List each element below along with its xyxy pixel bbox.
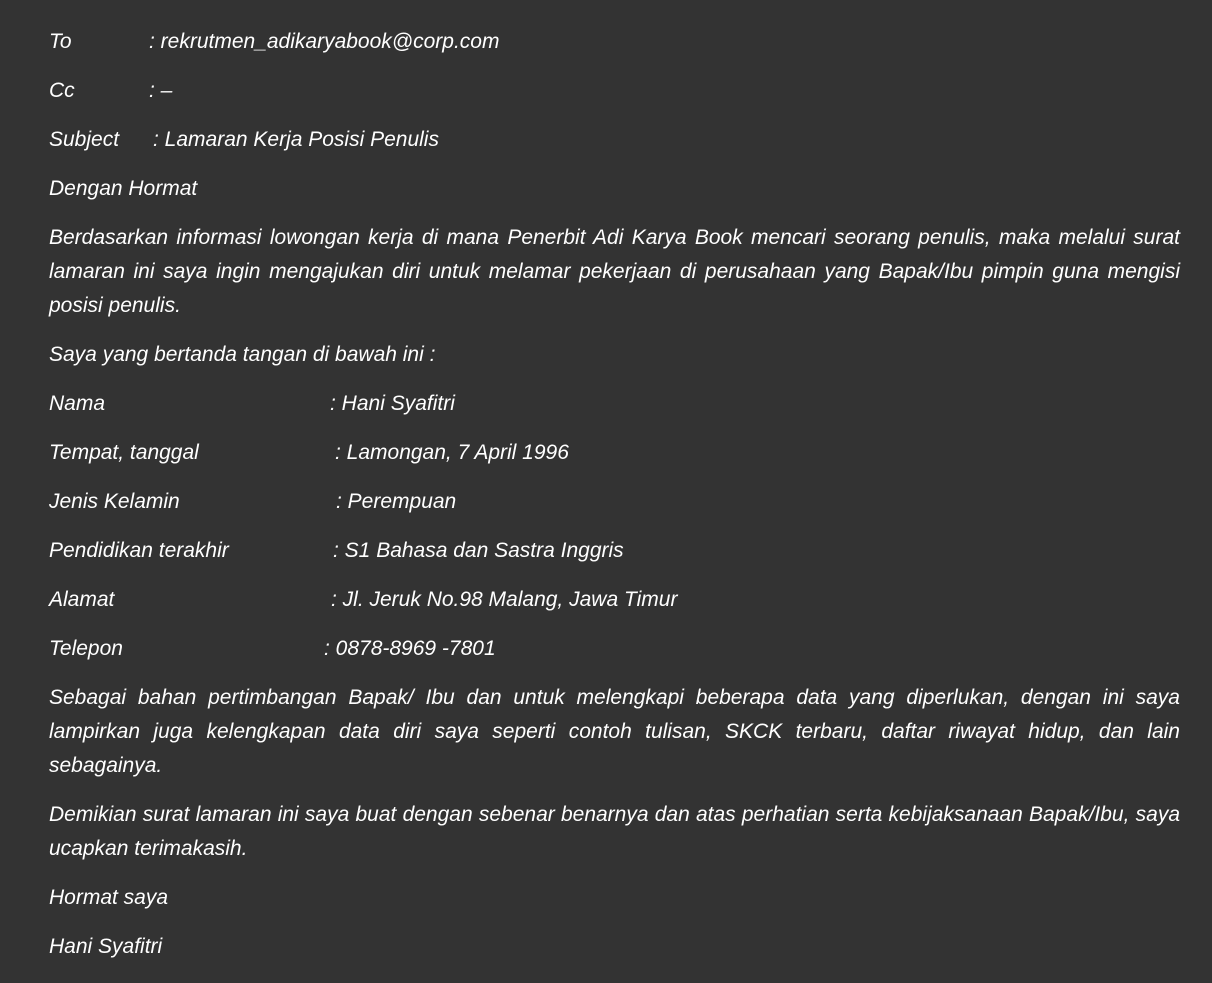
cc-value: : –	[149, 79, 173, 102]
to-row	[49, 28, 500, 56]
identity-value: : Perempuan	[336, 490, 457, 513]
cc-row	[49, 77, 173, 105]
identity-label: Pendidikan terakhir	[49, 539, 229, 562]
identity-row-name	[49, 390, 455, 418]
to-value: : rekrutmen_adikaryabook@corp.com	[149, 30, 500, 53]
identity-value: : 0878-8969 -7801	[324, 637, 496, 660]
attachments-paragraph: Sebagai bahan pertimbangan Bapak/ Ibu dan untuk melengkapi beberapa data yang diperlukan, dengan ini saya lampirkan juga kelengkapan data diri saya seperti contoh tulisan, SKCK terbaru, daftar riwayat hidup, dan lain sebagainya.	[49, 686, 1180, 777]
sign-off: Hormat saya	[49, 886, 169, 909]
identity-value: : Lamongan, 7 April 1996	[335, 441, 569, 464]
identity-value: : Hani Syafitri	[330, 392, 455, 415]
identity-intro: Saya yang bertanda tangan di bawah ini :	[49, 343, 436, 366]
identity-label: Telepon	[49, 637, 123, 660]
cc-label: Cc	[49, 79, 75, 102]
identity-value: : S1 Bahasa dan Sastra Inggris	[333, 539, 624, 562]
closing-paragraph: Demikian surat lamaran ini saya buat dengan sebenar benarnya dan atas perhatian serta kebijaksanaan Bapak/Ibu, saya ucapkan terimakasih.	[49, 803, 1180, 860]
salutation: Dengan Hormat	[49, 177, 198, 200]
intro-paragraph: Berdasarkan informasi lowongan kerja di mana Penerbit Adi Karya Book mencari seorang penulis, maka melalui surat lamaran ini saya ingin mengajukan diri untuk melamar pekerjaan di perusahaan yang Bapak/Ibu pimpin guna mengisi posisi penulis.	[49, 226, 1180, 317]
identity-row-phone	[49, 635, 496, 663]
identity-value: : Jl. Jeruk No.98 Malang, Jawa Timur	[331, 588, 678, 611]
identity-row-address	[49, 586, 678, 614]
identity-row-birth	[49, 439, 569, 467]
subject-row	[49, 126, 439, 154]
subject-label: Subject	[49, 128, 120, 151]
signature-name: Hani Syafitri	[49, 935, 163, 958]
identity-label: Nama	[49, 392, 106, 415]
identity-row-gender	[49, 488, 457, 516]
identity-label: Alamat	[49, 588, 115, 611]
to-label: To	[49, 30, 72, 53]
identity-row-education	[49, 537, 624, 565]
subject-value: : Lamaran Kerja Posisi Penulis	[153, 128, 439, 151]
identity-label: Tempat, tanggal	[49, 441, 199, 464]
identity-label: Jenis Kelamin	[49, 490, 180, 513]
